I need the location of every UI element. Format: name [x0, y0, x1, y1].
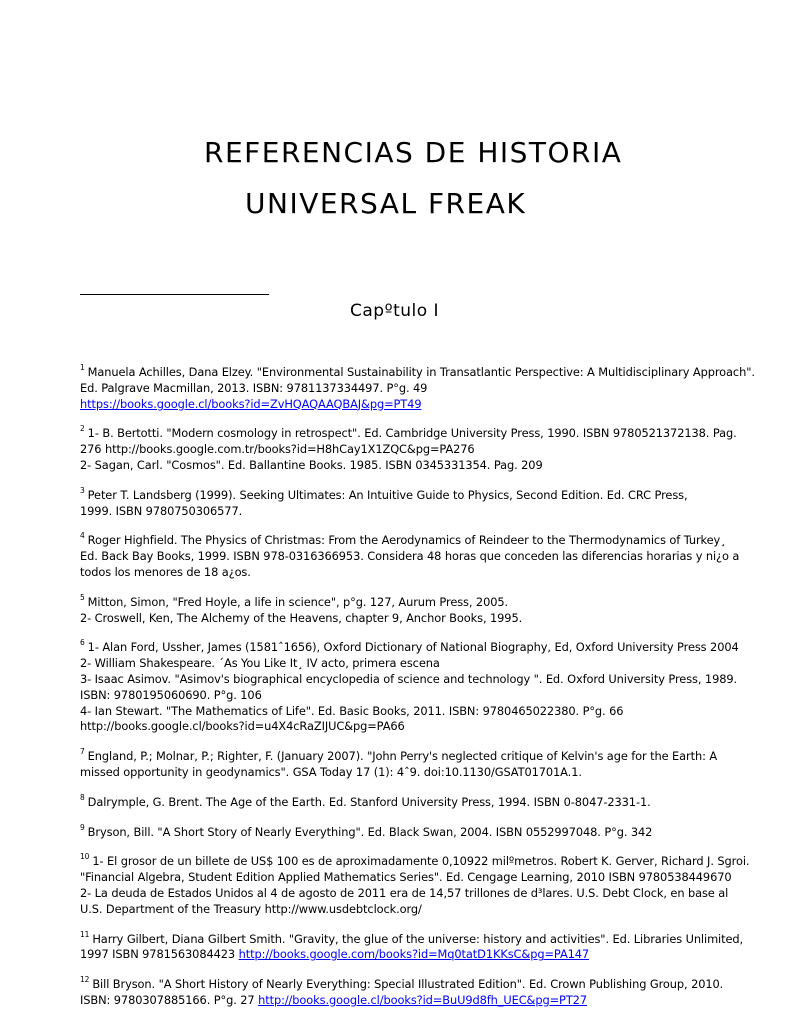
- footnote: [80, 849, 750, 917]
- footnote-text: U.S. Department of the Treasury http://www.usdebtclock.org/: [80, 901, 422, 916]
- footnote-text: England, P.; Molnar, P.; Righter, F. (January 2007). "John Perry's neglected critique of Kelvin's age for the Earth: A: [87, 749, 718, 764]
- footnote-number: 6: [80, 638, 85, 648]
- footnote-text: 4- Ian Stewart. "The Mathematics of Life". Ed. Basic Books, 2011. ISBN: 9780465022380. P°g. 66: [80, 703, 624, 718]
- footnote-line: [80, 671, 738, 688]
- footnote-text: ISBN: 9780195060690. P°g. 106: [80, 687, 262, 702]
- footnote-line: [80, 421, 737, 442]
- footnote-number: 3: [80, 485, 85, 495]
- footnote-line: [80, 528, 730, 549]
- footnote: [80, 483, 730, 520]
- footnote-line: [80, 765, 730, 781]
- footnote-text: 276 http://books.google.com.tr/books?id=H8hCay1X1ZQC&pg=PA276: [80, 442, 475, 457]
- footnote: [80, 360, 755, 412]
- footnote-text: missed opportunity in geodynamics". GSA Today 17 (1): 4ˆ9. doi:10.1130/GSAT01701A.1.: [80, 764, 582, 779]
- footnote-text: Mitton, Simon, "Fred Hoyle, a life in science", p°g. 127, Aurum Press, 2005.: [87, 594, 509, 609]
- footnote-line: [80, 504, 730, 520]
- footnote-line: [80, 849, 750, 870]
- footnote-line: [80, 590, 730, 611]
- footnote-line: [80, 688, 730, 704]
- footnote-text: 1- El grosor de un billete de US$ 100 es de aproximadamente 0,10922 milºmetros. Robert K. Gerver, Richard J. Sgroi.: [92, 854, 750, 869]
- footnote-number: 7: [80, 747, 85, 757]
- footnote-line: [80, 886, 730, 902]
- footnote-line: [80, 902, 730, 918]
- footnote-text: Peter T. Landsberg (1999). Seeking Ultimates: An Intuitive Guide to Physics, Second Edition. Ed. CRC Press,: [87, 487, 688, 502]
- footnote-number: 1: [80, 363, 85, 372]
- footnote-line: [80, 993, 730, 1009]
- footnote-line: [80, 719, 730, 735]
- footnote: [80, 820, 730, 841]
- footnote-link[interactable]: https://books.google.cl/books?id=ZvHQAQAAQBAJ&pg=PT49: [80, 396, 422, 411]
- footnote-text: Bill Bryson. "A Short History of Nearly Everything: Special Illustrated Edition". Ed. Crown Publishing Group, 2010.: [92, 977, 724, 992]
- footnote-line: [80, 611, 730, 627]
- footnote-line: [80, 744, 730, 765]
- footnote-text: ISBN: 9780307885166. P°g. 27: [80, 992, 259, 1007]
- footnote: [80, 972, 730, 1009]
- footnote: [80, 590, 730, 627]
- footnote-number: 2: [80, 424, 85, 434]
- footnote-line: [80, 442, 730, 458]
- footnote-text: Ed. Palgrave Macmillan, 2013. ISBN: 9781137334497. P°g. 49: [80, 380, 428, 395]
- footnote-number: 9: [80, 822, 85, 832]
- footnote-text: 1- Alan Ford, Ussher, James (1581ˆ1656), Oxford Dictionary of National Biography, Ed, Oxford University Press 2004: [87, 640, 739, 655]
- footnote-line: [80, 870, 730, 886]
- footnote-text: 2- La deuda de Estados Unidos al 4 de agosto de 2011 era de 14,57 trillones de d³lares. U.S. Debt Clock, en base al: [80, 885, 729, 900]
- footnote-text: 2- Sagan, Carl. "Cosmos". Ed. Ballantine Books. 1985. ISBN 0345331354. Pag. 209: [80, 457, 543, 472]
- footnote-text: 1- B. Bertotti. "Modern cosmology in retrospect". Ed. Cambridge University Press, 1990. ISBN 9780521372138. Pag.: [87, 426, 737, 441]
- footnote: [80, 421, 737, 473]
- footnote-text: Bryson, Bill. "A Short Story of Nearly Everything". Ed. Black Swan, 2004. ISBN 0552997048. P°g. 342: [87, 824, 653, 839]
- footnote-line: [80, 927, 744, 948]
- footnote: [80, 927, 744, 964]
- footnote-text: 1997 ISBN 9781563084423: [80, 947, 239, 962]
- footnote-line: [80, 381, 730, 397]
- footnote: [80, 744, 730, 781]
- footnote-number: 11: [80, 929, 90, 939]
- footnote: [80, 790, 730, 811]
- document-title-line-2: UNIVERSAL FREAK: [245, 187, 527, 220]
- footnote: [80, 635, 739, 735]
- footnote-text: Roger Highfield. The Physics of Christmas: From the Aerodynamics of Reindeer to the Thermodynamics of Turkey¸: [87, 533, 726, 548]
- footnote: [80, 528, 740, 580]
- footnote-line: [80, 704, 730, 720]
- footnote-text: 2- William Shakespeare. ´As You Like It¸ IV acto, primera escena: [80, 656, 440, 671]
- footnote-text: Harry Gilbert, Diana Gilbert Smith. "Gravity, the glue of the universe: history and activities". Ed. Libraries Unlimited,: [92, 931, 744, 946]
- footnote-link[interactable]: http://books.google.cl/books?id=BuU9d8fh_UEC&pg=PT27: [258, 992, 587, 1007]
- footnote-text: 2- Croswell, Ken, The Alchemy of the Heavens, chapter 9, Anchor Books, 1995.: [80, 610, 523, 625]
- chapter-heading: Capºtulo I: [350, 301, 440, 321]
- footnote-text: Ed. Back Bay Books, 1999. ISBN 978-0316366953. Considera 48 horas que conceden las diferencias horarias y ni¿o a: [80, 549, 740, 564]
- footnote-line: [80, 972, 730, 993]
- footnote-line: [80, 947, 730, 963]
- footnotes-list: [80, 360, 755, 1018]
- footnote-number: 12: [80, 975, 90, 985]
- footnote-number: 8: [80, 792, 85, 802]
- footnote-text: todos los menores de 18 a¿os.: [80, 564, 251, 579]
- footnote-text: http://books.google.cl/books?id=u4X4cRaZIJUC&pg=PA66: [80, 719, 405, 734]
- footnote-line: [80, 483, 730, 504]
- footnote-line: [80, 397, 730, 413]
- footnote-text: Dalrymple, G. Brent. The Age of the Earth. Ed. Stanford University Press, 1994. ISBN 0-8047-2331-1.: [87, 794, 651, 809]
- footnote-line: [80, 458, 730, 474]
- footnote-text: "Financial Algebra, Student Edition Applied Mathematics Series". Ed. Cengage Learning, 2010 ISBN 9780538449670: [80, 870, 732, 885]
- footnote-text: 1999. ISBN 9780750306577.: [80, 503, 243, 518]
- footnote-line: [80, 820, 730, 841]
- footnote-line: [80, 656, 730, 672]
- footnote-line: [80, 635, 739, 656]
- footnote-number: 5: [80, 592, 85, 602]
- footnote-text: 3- Isaac Asimov. "Asimov's biographical encyclopedia of science and technology ". Ed. Oxford University Press, 1989.: [80, 671, 738, 686]
- footnote-line: [80, 565, 730, 581]
- footnote-number: 4: [80, 531, 85, 541]
- footnote-line: [80, 360, 755, 381]
- footnote-line: [80, 549, 740, 565]
- document-title-line-1: REFERENCIAS DE HISTORIA: [204, 136, 623, 169]
- footnote-number: 10: [80, 852, 90, 862]
- footnote-text: Manuela Achilles, Dana Elzey. "Environmental Sustainability in Transatlantic Perspective: A Multidisciplinary Approach".: [87, 365, 755, 379]
- footnote-link[interactable]: http://books.google.com/books?id=Mq0tatD1KKsC&pg=PA147: [238, 947, 590, 962]
- footnote-separator-rule: [80, 294, 269, 295]
- footnote-line: [80, 790, 730, 811]
